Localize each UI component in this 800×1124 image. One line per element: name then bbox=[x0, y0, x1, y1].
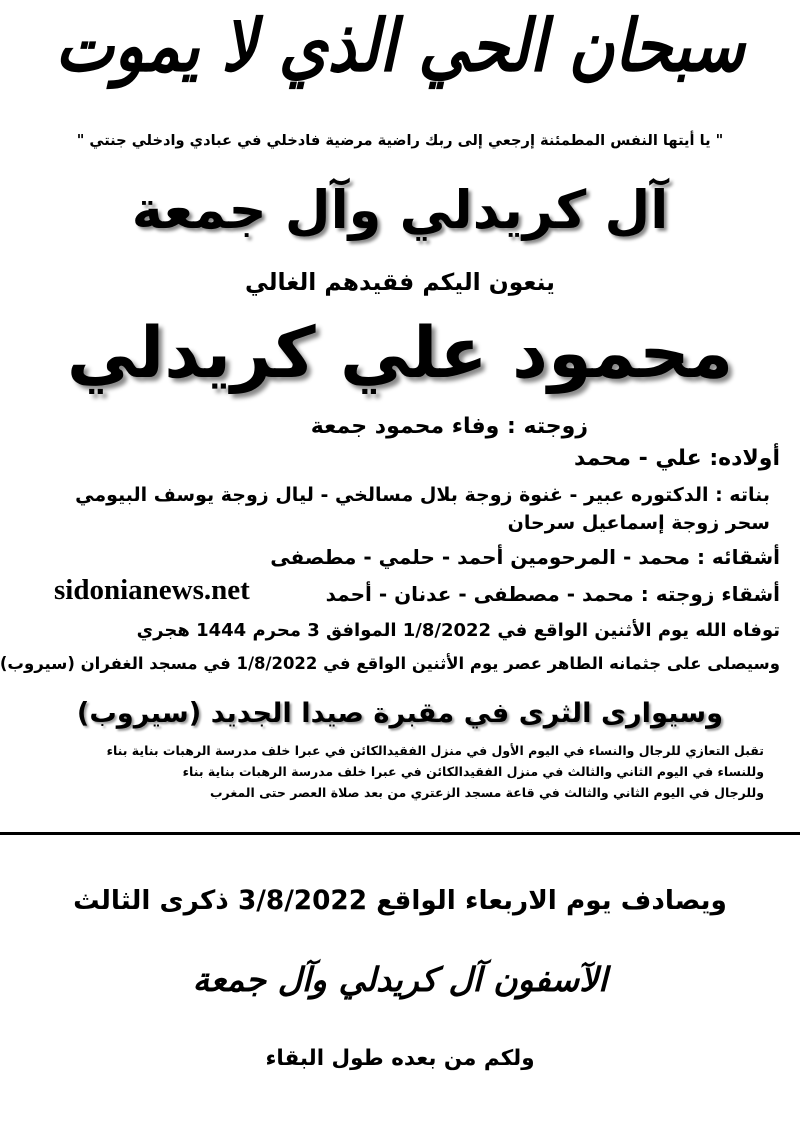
section-divider bbox=[0, 832, 800, 835]
closing-phrase: ولكم من بعده طول البقاء bbox=[265, 1046, 535, 1071]
quran-verse: " يا أيتها النفس المطمئنة إرجعي إلى ربك راضية مرضية فادخلي في عبادي وادخلي جنتي " bbox=[76, 132, 724, 149]
daughters-line-2: سحر زوجة إسماعيل سرحان bbox=[507, 512, 770, 534]
deceased-name: محمود علي كريدلي bbox=[66, 312, 734, 394]
burial-line: وسيوارى الثرى في مقبرة صيدا الجديد (سيروب) bbox=[76, 698, 724, 729]
website-watermark: sidonianews.net bbox=[54, 574, 250, 606]
wife-siblings-line: أشقاء زوجته : محمد - مصطفى - عدنان - أحمد bbox=[325, 582, 780, 606]
condolences-line-1: تقبل التعازي للرجال والنساء في اليوم الأول في منزل الفقيدالكائن في عبرا خلف مدرسة الرهبات بناية بناء bbox=[106, 743, 764, 758]
condolences-line-3: وللرجال في اليوم الثاني والثالث في قاعة مسجد الزعتري من بعد صلاة العصر حتى المغرب bbox=[210, 785, 764, 800]
siblings-line: أشقائه : محمد - المرحومين أحمد - حلمي - مطصفى bbox=[270, 545, 780, 569]
mourn-line: ينعون اليكم فقيدهم الغالي bbox=[245, 268, 555, 296]
third-day-remembrance: ويصادف يوم الاربعاء الواقع 3/8/2022 ذكرى الثالث bbox=[73, 886, 727, 916]
funeral-prayer-line: وسيصلى على جثمانه الطاهر عصر يوم الأثنين الواقع في 1/8/2022 في مسجد الغفران (سيروب) bbox=[0, 654, 780, 673]
condolences-line-2: وللنساء في اليوم الثاني والثالث في منزل الفقيدالكائن في عبرا خلف مدرسة الرهبات بناية بناء bbox=[182, 764, 764, 779]
wife-line: زوجته : وفاء محمود جمعة bbox=[310, 414, 588, 439]
grieving-families: الآسفون آل كريدلي وآل جمعة bbox=[192, 960, 608, 999]
death-date-line: توفاه الله يوم الأثنين الواقع في 1/8/2022 الموافق 3 محرم 1444 هجري bbox=[136, 620, 780, 641]
families-title: آل كريدلي وآل جمعة bbox=[131, 180, 669, 241]
calligraphy-header: سبحان الحي الذي لا يموت bbox=[55, 2, 745, 88]
sons-line: أولاده: علي - محمد bbox=[574, 446, 780, 471]
daughters-line-1: بناته : الدكتوره عبير - غنوة زوجة بلال مسالخي - ليال زوجة يوسف البيومي bbox=[75, 484, 770, 506]
